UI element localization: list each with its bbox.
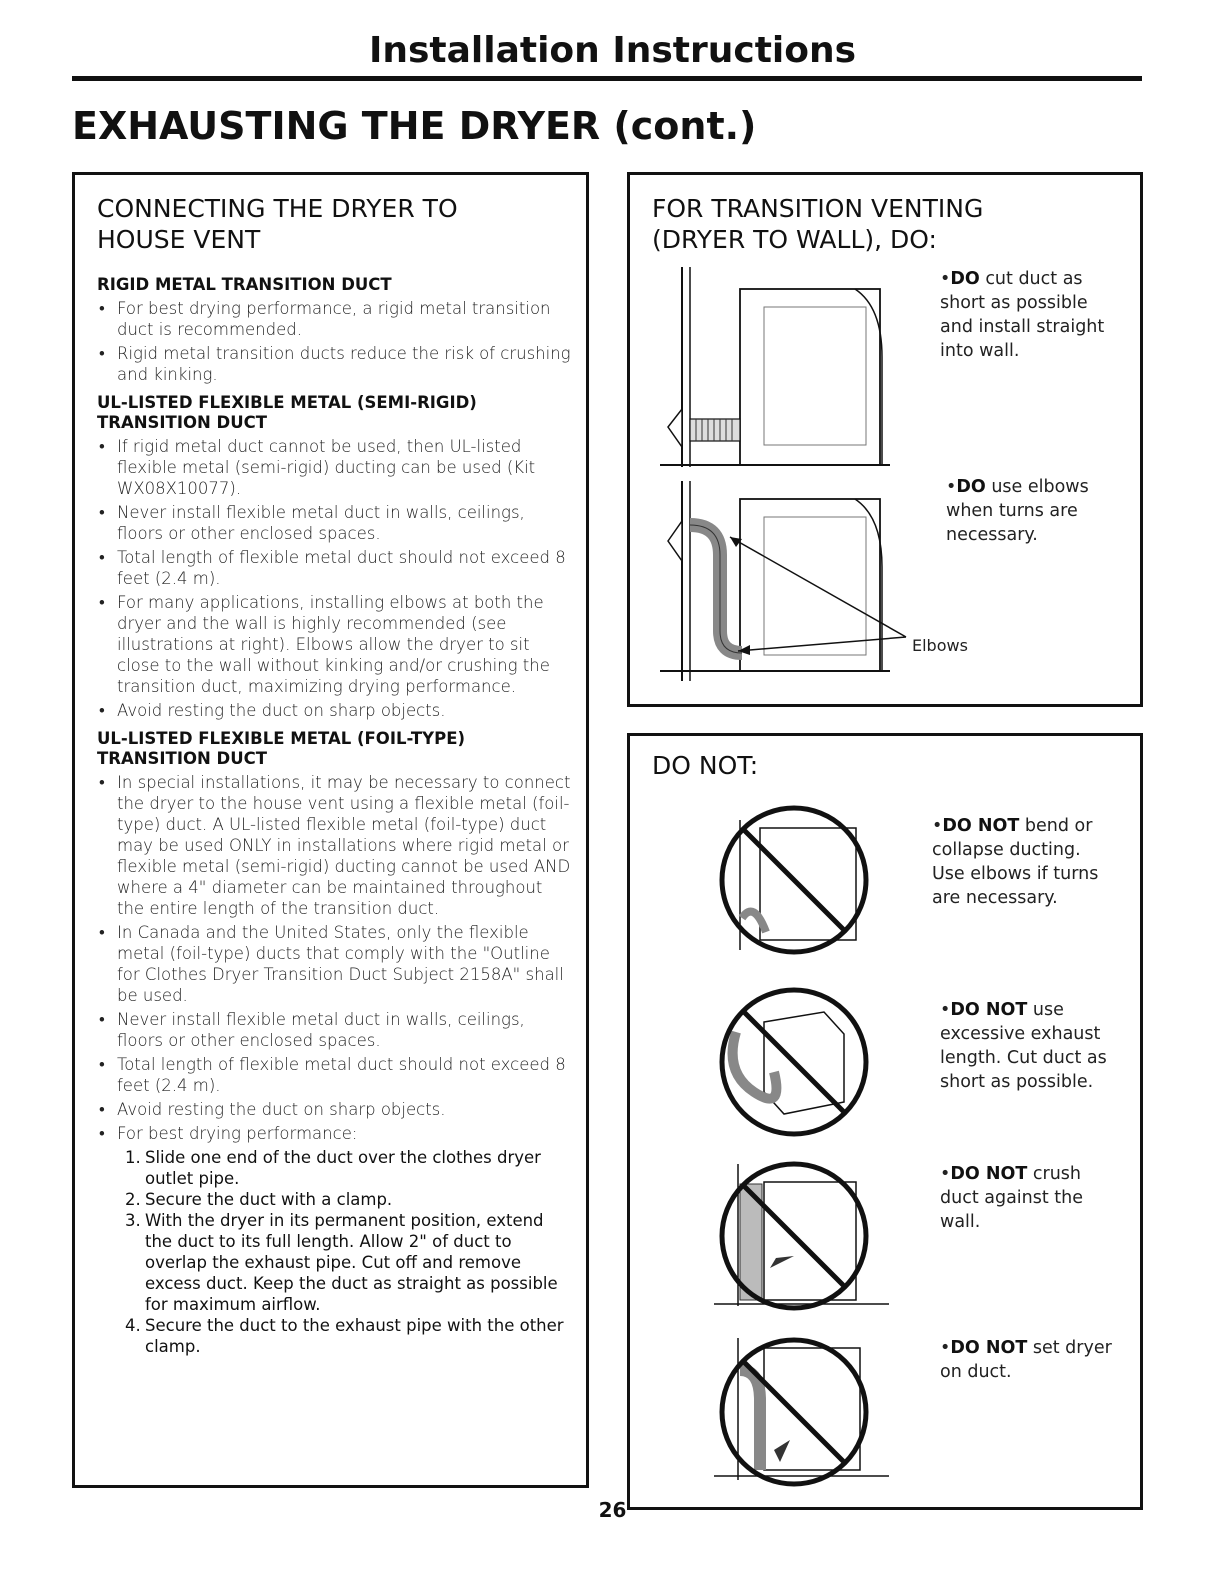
list-item: • If rigid metal duct cannot be used, then UL-listed flexible metal (semi-rigid) ducting can be used (Kit WX08X10077). — [97, 436, 572, 499]
list-item: • Total length of flexible metal duct should not exceed 8 feet (2.4 m). — [97, 547, 572, 589]
dryer-on-duct-prohibited-illustration — [714, 1330, 894, 1500]
foil-duct-list — [97, 772, 572, 1144]
best-performance-steps — [97, 1147, 572, 1357]
elbows-illustration — [660, 481, 920, 681]
do-not-callout-set-on-duct: •DO NOT set dryer on duct. — [940, 1338, 1112, 1382]
list-item: • For many applications, installing elbows at both the dryer and the wall is highly recommended (see illustrations at right). Elbows allow the dryer to sit close to the wall without kinking and/or crushing the transition duct, maximizing drying performance. — [97, 592, 572, 697]
bent-duct-prohibited-illustration — [714, 800, 874, 960]
list-item: • In special installations, it may be necessary to connect the dryer to the house vent using a flexible metal (foil-type) duct. A UL-listed flexible metal (foil-type) duct may be used ONLY in installations where rigid metal or flexible metal (semi-rigid) ducting cannot be used AND where a 4" diameter can be maintained throughout the entire length of the transition duct. — [97, 772, 572, 919]
step-item: 1. Slide one end of the duct over the clothes dryer outlet pipe. — [125, 1148, 541, 1188]
page-number: 26 — [598, 1498, 627, 1522]
list-item: • Avoid resting the duct on sharp objects. — [97, 1099, 572, 1120]
section-title: EXHAUSTING THE DRYER (cont.) — [72, 104, 757, 148]
step-item: 2. Secure the duct with a clamp. — [125, 1190, 393, 1209]
do-not-callout-crush: •DO NOT crush duct against the wall. — [940, 1164, 1084, 1232]
list-item: • Rigid metal transition ducts reduce the risk of crushing and kinking. — [97, 343, 572, 385]
rigid-duct-list — [97, 298, 572, 385]
do-callout-cut-short: •DO cut duct as short as possible and install straight into wall. — [940, 269, 1105, 361]
step-item: 4. Secure the duct to the exhaust pipe with the other clamp. — [125, 1316, 564, 1356]
semi-rigid-duct-heading: UL-LISTED FLEXIBLE METAL (SEMI-RIGID) TRANSITION DUCT — [97, 393, 477, 432]
do-callout-use-elbows: •DO use elbows when turns are necessary. — [946, 477, 1089, 545]
excessive-length-prohibited-illustration — [714, 982, 874, 1142]
list-item: • Avoid resting the duct on sharp objects. — [97, 700, 572, 721]
elbows-label: Elbows — [912, 636, 968, 655]
semi-rigid-duct-list — [97, 436, 572, 721]
list-item: • In Canada and the United States, only the flexible metal (foil-type) ducts that comply with the "Outline for Clothes Dryer Transition Duct Subject 2158A" shall be used. — [97, 922, 572, 1006]
crushed-duct-prohibited-illustration — [714, 1156, 894, 1316]
list-item: • For best drying performance, a rigid metal transition duct is recommended. — [97, 298, 572, 340]
foil-duct-heading: UL-LISTED FLEXIBLE METAL (FOIL-TYPE) TRANSITION DUCT — [97, 729, 466, 768]
do-not-callout-excessive: •DO NOT use excessive exhaust length. Cut duct as short as possible. — [940, 1000, 1107, 1092]
transition-venting-do-box — [627, 172, 1143, 707]
step-item: 3. With the dryer in its permanent position, extend the duct to its full length. Allow 2" of duct to overlap the exhaust pipe. Cut off and remove excess duct. Keep the duct as straight as possible for maximum airflow. — [125, 1211, 558, 1314]
header-divider — [72, 76, 1142, 81]
page-header-title: Installation Instructions — [368, 30, 857, 71]
connecting-dryer-box — [72, 172, 589, 1488]
straight-duct-illustration — [660, 267, 890, 467]
do-not-heading: DO NOT: — [652, 751, 759, 780]
connecting-heading: CONNECTING THE DRYER TO HOUSE VENT — [97, 194, 458, 254]
list-item: • Never install flexible metal duct in walls, ceilings, floors or other enclosed spaces. — [97, 1009, 572, 1051]
do-not-callout-bend: •DO NOT bend or collapse ducting. Use elbows if turns are necessary. — [932, 816, 1099, 908]
rigid-duct-heading: RIGID METAL TRANSITION DUCT — [97, 275, 392, 294]
list-item: • Total length of flexible metal duct should not exceed 8 feet (2.4 m). — [97, 1054, 572, 1096]
list-item: • For best drying performance: — [97, 1123, 572, 1144]
list-item: • Never install flexible metal duct in walls, ceilings, floors or other enclosed spaces. — [97, 502, 572, 544]
do-not-box — [627, 733, 1143, 1510]
transition-venting-heading: FOR TRANSITION VENTING (DRYER TO WALL), DO: — [652, 194, 984, 254]
